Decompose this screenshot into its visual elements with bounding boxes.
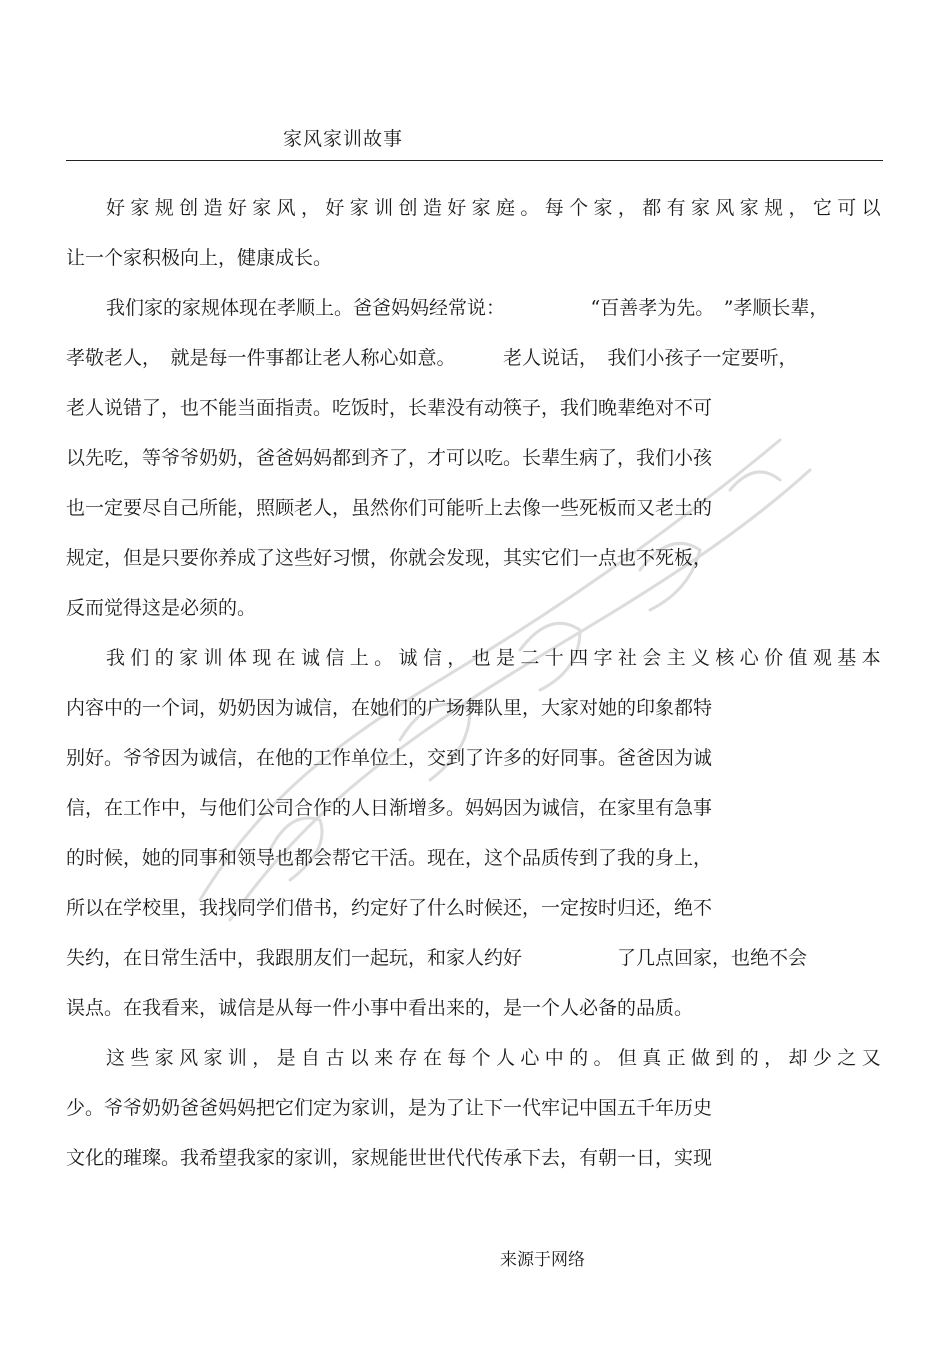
body-line: 内容中的一个词，奶奶因为诚信，在她们的广场舞队里，大家对她的印象都特 [66, 697, 713, 719]
body-line: 我 们 的 家 训 体 现 在 诚 信 上 。 诚 信 ， 也 是 二 十 四 字 社 会 主 义 核 心 价 值 观 基 本 [106, 647, 881, 669]
body-line: 这 些 家 风 家 训 ， 是 自 古 以 来 存 在 每 个 人 心 中 的 。 但 真 正 做 到 的 ， 却 少 之 又 [106, 1047, 881, 1069]
page-title: 家风家训故事 [283, 128, 404, 150]
body-line: 所以在学校里，我找同学们借书，约定好了什么时候还，一定按时归还，绝不 [66, 897, 713, 919]
source-footer: 来源于网络 [500, 1250, 585, 1270]
body-line: 反而觉得这是必须的。 [66, 597, 257, 619]
body-line: 信，在工作中，与他们公司合作的人日渐增多。妈妈因为诚信，在家里有急事 [66, 797, 713, 819]
header-divider [66, 160, 883, 161]
body-line: 让一个家积极向上，健康成长。 [66, 247, 333, 269]
body-line: 我们家的家规体现在孝顺上。爸爸妈妈经常说： “百善孝为先。 ”孝顺长辈， [106, 297, 829, 319]
body-line: 别好。爷爷因为诚信，在他的工作单位上，交到了许多的好同事。爸爸因为诚 [66, 747, 713, 769]
body-line: 的时候，她的同事和领导也都会帮它干活。现在，这个品质传到了我的身上， [66, 847, 713, 869]
body-line: 孝敬老人， 就是每一件事都让老人称心如意。 老人说话， 我们小孩子一定要听， [66, 347, 798, 369]
body-line: 老人说错了，也不能当面指责。吃饭时，长辈没有动筷子，我们晚辈绝对不可 [66, 397, 713, 419]
body-line: 误点。在我看来，诚信是从每一件小事中看出来的，是一个人必备的品质。 [66, 997, 694, 1019]
body-line: 规定，但是只要你养成了这些好习惯，你就会发现，其实它们一点也不死板， [66, 547, 713, 569]
body-line: 以先吃，等爷爷奶奶，爸爸妈妈都到齐了，才可以吃。长辈生病了，我们小孩 [66, 447, 713, 469]
body-line: 也一定要尽自己所能，照顾老人，虽然你们可能听上去像一些死板而又老土的 [66, 497, 713, 519]
body-line: 好 家 规 创 造 好 家 风 ， 好 家 训 创 造 好 家 庭 。 每 个 家 ， 都 有 家 风 家 规 ， 它 可 以 [106, 197, 881, 219]
body-line: 文化的璀璨。我希望我家的家训，家规能世世代代传承下去，有朝一日，实现 [66, 1147, 713, 1169]
body-line: 少。爷爷奶奶爸爸妈妈把它们定为家训，是为了让下一代牢记中国五千年历史 [66, 1097, 713, 1119]
body-line: 失约，在日常生活中，我跟朋友们一起玩，和家人约好 了几点回家，也绝不会 [66, 947, 808, 969]
